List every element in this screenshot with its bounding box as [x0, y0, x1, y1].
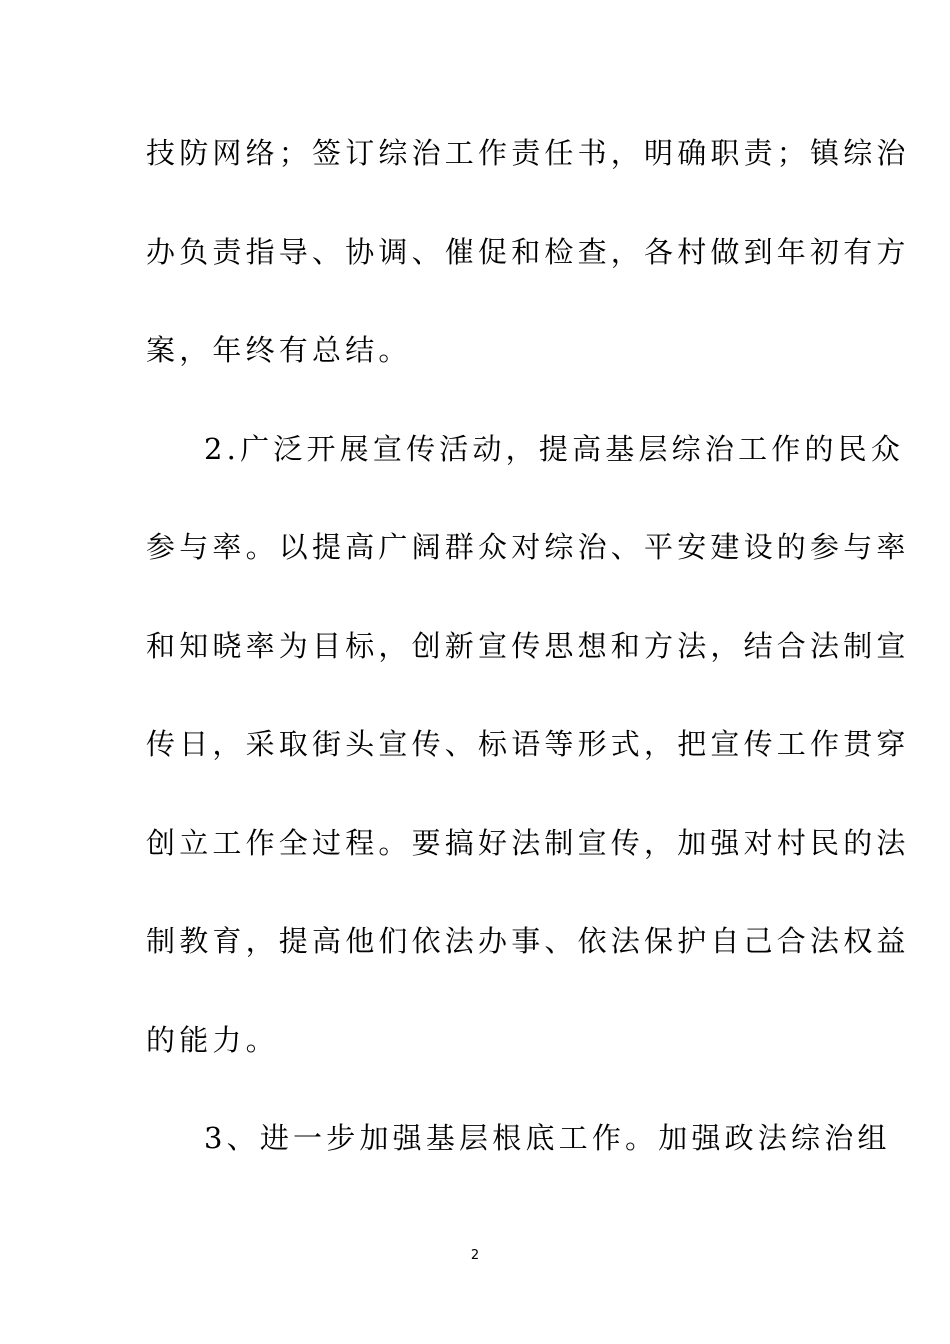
text-line: 办负责指导、协调、催促和检查，各村做到年初有方 [146, 234, 910, 269]
text-line: 创立工作全过程。要搞好法制宣传，加强对村民的法 [146, 825, 910, 860]
text-line: 制教育，提高他们依法办事、依法保护自己合法权益 [146, 924, 910, 958]
text-line: 技防网络；签订综治工作责任书，明确职责；镇综治 [146, 136, 910, 170]
text-line: 参与率。以提高广阔群众对综治、平安建设的参与率 [146, 530, 910, 564]
page-number: 2 [470, 1248, 480, 1263]
text-line: 案，年终有总结。 [146, 333, 412, 367]
paragraph-heading-2: 2.广泛开展宣传活动，提高基层综治工作的民众 [204, 431, 905, 466]
text-line: 的能力。 [146, 1022, 279, 1057]
text-line: 和知晓率为目标，创新宣传思想和方法，结合法制宣 [146, 628, 910, 663]
text-line: 传日，采取街头宣传、标语等形式，把宣传工作贯穿 [146, 727, 910, 761]
paragraph-heading-3: 3、进一步加强基层根底工作。加强政法综治组 [204, 1121, 891, 1155]
document-body [146, 120, 910, 1204]
